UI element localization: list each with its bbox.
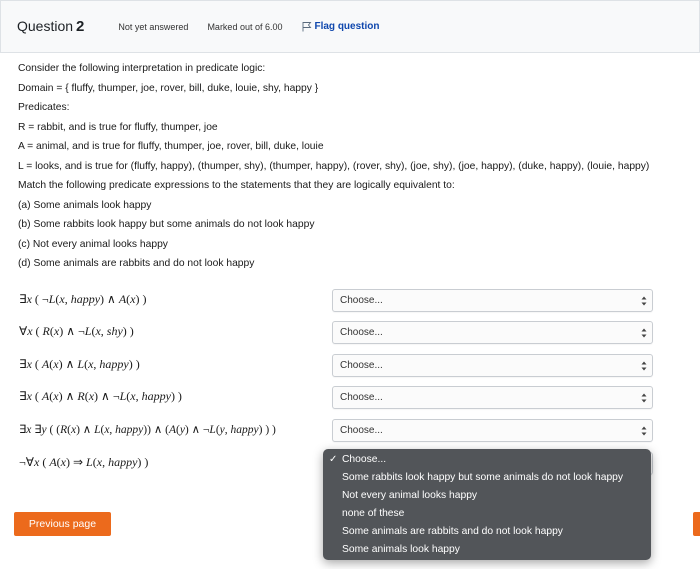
- answer-select-value: Choose...: [340, 392, 383, 403]
- option-label: Some animals look happy: [342, 544, 460, 555]
- option-label: Some animals are rabbits and do not look happy: [342, 526, 563, 537]
- question-text-line: (c) Not every animal looks happy: [18, 238, 168, 250]
- predicate-expression: ∃x ( ¬L(x, happy) ∧ A(x) ): [19, 292, 147, 306]
- match-row: [0, 321, 700, 345]
- match-row: [0, 354, 700, 378]
- question-text-line: L = looks, and is true for (fluffy, happy), (thumper, shy), (thumper, happy), (rover, shy), (joe, shy), (joe, happy), (duke, happy), (louie, happy): [18, 160, 650, 172]
- answer-select-value: Choose...: [340, 360, 383, 371]
- question-text-line: Predicates:: [18, 102, 70, 113]
- match-row: [0, 289, 700, 313]
- answer-select[interactable]: [332, 289, 653, 312]
- option-label: Choose...: [342, 454, 387, 465]
- question-text-line: (b) Some rabbits look happy but some animals do not look happy: [18, 219, 315, 230]
- select-arrows-icon: [641, 425, 647, 437]
- previous-page-button[interactable]: Previous page: [14, 512, 111, 536]
- answer-select[interactable]: [332, 419, 653, 442]
- answer-select-value: Choose...: [340, 295, 383, 306]
- predicate-expression: ∀x ( R(x) ∧ ¬L(x, shy) ): [19, 324, 134, 338]
- match-row: [0, 386, 700, 410]
- flag-question-label: Flag question: [314, 21, 380, 32]
- question-text-line: A = animal, and is true for fluffy, thumper, joe, rover, bill, duke, louie: [18, 141, 324, 152]
- dropdown-option[interactable]: [323, 541, 651, 559]
- next-page-button[interactable]: [693, 512, 700, 536]
- question-text-line: (d) Some animals are rabbits and do not look happy: [18, 258, 255, 269]
- question-header: [0, 0, 700, 53]
- flag-question-link[interactable]: [301, 21, 379, 32]
- question-label: Question: [17, 18, 74, 34]
- question-text-line: Consider the following interpretation in predicate logic:: [18, 63, 266, 74]
- answer-select-value: Choose...: [340, 327, 383, 338]
- question-status: Not yet answered: [118, 21, 189, 32]
- select-arrows-icon: [641, 392, 647, 404]
- predicate-expression: ¬∀x ( A(x) ⇒ L(x, happy) ): [19, 455, 149, 469]
- question-text: [18, 59, 649, 274]
- answer-select[interactable]: [332, 354, 653, 377]
- question-text-line: Match the following predicate expressions to the statements that they are logically equivalent to:: [18, 180, 455, 191]
- flag-icon: [301, 21, 312, 32]
- dropdown-option-choose[interactable]: [323, 451, 651, 469]
- answer-options-dropdown: [323, 449, 651, 560]
- answer-select-value: Choose...: [340, 425, 383, 436]
- option-label: Some rabbits look happy but some animals do not look happy: [342, 472, 624, 483]
- question-text-line: R = rabbit, and is true for fluffy, thumper, joe: [18, 121, 218, 133]
- dropdown-option[interactable]: [323, 523, 651, 541]
- select-arrows-icon: [641, 295, 647, 307]
- predicate-expression: ∃x ∃y ( (R(x) ∧ L(x, happy)) ∧ (A(y) ∧ ¬L(y, happy) ) ): [19, 424, 276, 436]
- match-row: [0, 419, 700, 443]
- predicate-expression: ∃x ( A(x) ∧ L(x, happy) ): [19, 357, 140, 371]
- answer-select[interactable]: [332, 386, 653, 409]
- question-number: 2: [76, 18, 85, 35]
- question-title: [17, 18, 84, 35]
- select-arrows-icon: [641, 360, 647, 372]
- checkmark-icon: ✓: [329, 454, 338, 465]
- option-label: none of these: [342, 508, 405, 519]
- dropdown-option[interactable]: [323, 487, 651, 505]
- answer-select[interactable]: [332, 321, 653, 344]
- predicate-expression: ∃x ( A(x) ∧ R(x) ∧ ¬L(x, happy) ): [19, 389, 182, 403]
- dropdown-option[interactable]: [323, 505, 651, 523]
- dropdown-option[interactable]: [323, 469, 651, 487]
- option-label: Not every animal looks happy: [342, 490, 478, 501]
- question-grade: Marked out of 6.00: [207, 21, 283, 32]
- question-text-line: (a) Some animals look happy: [18, 199, 152, 211]
- select-arrows-icon: [641, 327, 647, 339]
- question-text-line: Domain = { fluffy, thumper, joe, rover, bill, duke, louie, shy, happy }: [18, 82, 319, 94]
